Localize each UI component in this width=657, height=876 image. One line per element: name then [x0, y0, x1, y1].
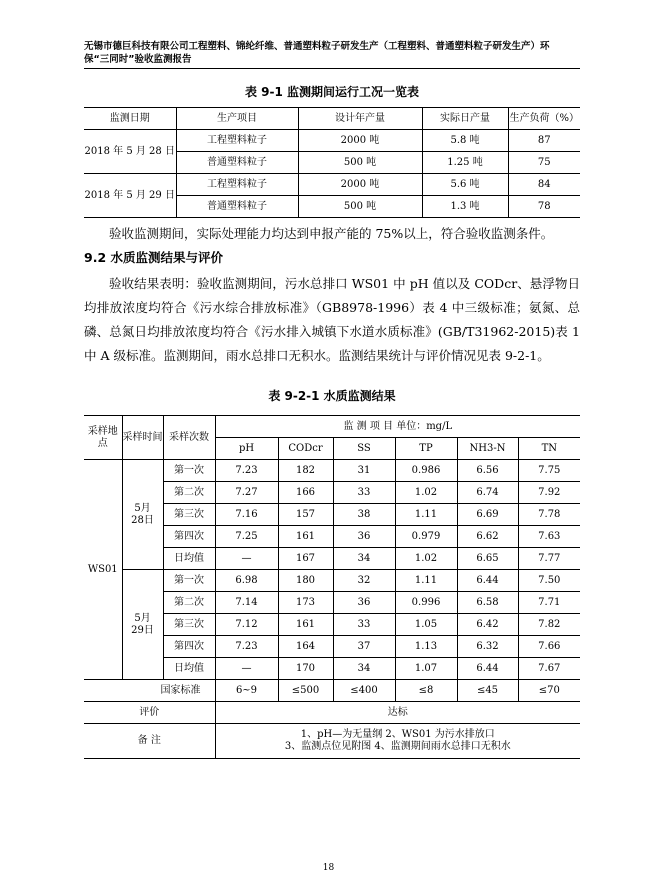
value-cell: 161 [278, 526, 333, 548]
standard-label: 国家标准 [84, 680, 215, 702]
table-cell: 500 吨 [298, 152, 422, 174]
value-cell: 7.66 [518, 636, 580, 658]
value-cell: 6.56 [457, 460, 518, 482]
table1-header-row [84, 108, 580, 130]
paragraph-2: 验收结果表明：验收监测期间，污水总排口 WS01 中 pH 值以及 CODcr、悬浮物日均排放浓度均符合《污水综合排放标准》（GB8978-1996）表 4 中三级标准；氨氮、总磷、总氮日均排放浓度均符合《污水排入城镇下水道水质标准》(GB/T31962-2015)表 1 中 A 级标准。监测期间，雨水总排口无积水。监测结果统计与评价情况见表 9-2-1。 [84, 276, 580, 363]
table-cell: 1.3 吨 [422, 196, 508, 218]
table-cell: 500 吨 [298, 196, 422, 218]
value-cell: 7.25 [215, 526, 278, 548]
sample-count-cell: 日均值 [163, 658, 215, 680]
section-title: 9.2 水质监测结果与评价 [84, 250, 223, 265]
count-header: 采样次数 [163, 416, 215, 460]
time-header: 采样时间 [122, 416, 163, 460]
value-cell: 36 [333, 592, 395, 614]
value-cell: 7.27 [215, 482, 278, 504]
param-header: TP [395, 438, 457, 460]
value-cell: 161 [278, 614, 333, 636]
value-cell: 166 [278, 482, 333, 504]
standard-cell: ≤400 [333, 680, 395, 702]
table-row [84, 130, 580, 152]
table2-caption: 表 9-2-1 水质监测结果 [268, 389, 396, 403]
table1-caption: 表 9-1 监测期间运行工况一览表 [244, 85, 420, 99]
value-cell: 7.63 [518, 526, 580, 548]
param-header: SS [333, 438, 395, 460]
table2-header-row [84, 416, 580, 438]
value-cell: 6.65 [457, 548, 518, 570]
table1-header-cell: 监测日期 [84, 108, 176, 130]
table-cell: 5.8 吨 [422, 130, 508, 152]
value-cell: 6.44 [457, 658, 518, 680]
value-cell: 6.42 [457, 614, 518, 636]
date-cell: 2018 年 5 月 29 日 [84, 174, 176, 218]
param-header: TN [518, 438, 580, 460]
table-row [84, 570, 580, 592]
value-cell: 1.05 [395, 614, 457, 636]
table-row [84, 460, 580, 482]
value-cell: 34 [333, 548, 395, 570]
sample-count-cell: 第三次 [163, 614, 215, 636]
evaluation-row [84, 702, 580, 724]
remark-row [84, 724, 580, 759]
table1-header-cell: 生产项目 [176, 108, 298, 130]
remark-content [215, 724, 580, 759]
table-cell: 84 [508, 174, 580, 196]
value-cell: 7.77 [518, 548, 580, 570]
value-cell: 33 [333, 614, 395, 636]
standard-cell: ≤8 [395, 680, 457, 702]
water-quality-table [84, 415, 580, 759]
value-cell: 7.16 [215, 504, 278, 526]
table-row [84, 174, 580, 196]
operating-conditions-table [84, 107, 580, 218]
value-cell: 7.75 [518, 460, 580, 482]
date-cell: 5月28日 [122, 460, 163, 570]
value-cell: 7.92 [518, 482, 580, 504]
site-cell: WS01 [84, 460, 122, 680]
standard-cell: 6~9 [215, 680, 278, 702]
table-cell: 2000 吨 [298, 174, 422, 196]
standard-row [84, 680, 580, 702]
value-cell: 6.44 [457, 570, 518, 592]
value-cell: 1.11 [395, 570, 457, 592]
remark-line-2: 3、监测点位见附图 4、监测期间雨水总排口无积水 [284, 741, 511, 752]
value-cell: 167 [278, 548, 333, 570]
header-line-2: 保“三同时”验收监测报告 [84, 54, 192, 65]
param-header: pH [215, 438, 278, 460]
value-cell: — [215, 658, 278, 680]
value-cell: 0.986 [395, 460, 457, 482]
paragraph-1: 验收监测期间，实际处理能力均达到申报产能的 75%以上，符合验收监测条件。 [109, 226, 554, 241]
date-cell: 5月29日 [122, 570, 163, 680]
items-header: 监 测 项 目 单位：mg/L [215, 416, 580, 438]
table1-header-cell: 生产负荷（%） [508, 108, 580, 130]
evaluation-value: 达标 [215, 702, 580, 724]
value-cell: 7.23 [215, 636, 278, 658]
value-cell: 182 [278, 460, 333, 482]
value-cell: 7.67 [518, 658, 580, 680]
sample-count-cell: 第一次 [163, 570, 215, 592]
table-cell: 78 [508, 196, 580, 218]
value-cell: 6.69 [457, 504, 518, 526]
standard-cell: ≤70 [518, 680, 580, 702]
value-cell: 0.979 [395, 526, 457, 548]
value-cell: 164 [278, 636, 333, 658]
report-header [84, 40, 580, 66]
value-cell: 31 [333, 460, 395, 482]
value-cell: 0.996 [395, 592, 457, 614]
value-cell: 173 [278, 592, 333, 614]
table-cell: 普通塑料粒子 [176, 152, 298, 174]
value-cell: 180 [278, 570, 333, 592]
sample-count-cell: 日均值 [163, 548, 215, 570]
page-number: 18 [322, 863, 335, 873]
sample-count-cell: 第二次 [163, 482, 215, 504]
value-cell: — [215, 548, 278, 570]
value-cell: 38 [333, 504, 395, 526]
value-cell: 1.13 [395, 636, 457, 658]
value-cell: 6.58 [457, 592, 518, 614]
value-cell: 7.82 [518, 614, 580, 636]
site-header: 采样地点 [84, 416, 122, 460]
sample-count-cell: 第三次 [163, 504, 215, 526]
value-cell: 1.07 [395, 658, 457, 680]
header-line-1: 无锡市德巨科技有限公司工程塑料、锦纶纤维、普通塑料粒子研发生产（工程塑料、普通塑料粒子研发生产）环 [84, 41, 550, 52]
value-cell: 157 [278, 504, 333, 526]
value-cell: 36 [333, 526, 395, 548]
table1-header-cell: 设计年产量 [298, 108, 422, 130]
value-cell: 1.11 [395, 504, 457, 526]
value-cell: 33 [333, 482, 395, 504]
table-cell: 2000 吨 [298, 130, 422, 152]
table-cell: 87 [508, 130, 580, 152]
date-cell: 2018 年 5 月 28 日 [84, 130, 176, 174]
value-cell: 32 [333, 570, 395, 592]
remark-label: 备 注 [84, 724, 215, 759]
value-cell: 6.62 [457, 526, 518, 548]
value-cell: 34 [333, 658, 395, 680]
sample-count-cell: 第二次 [163, 592, 215, 614]
value-cell: 1.02 [395, 548, 457, 570]
value-cell: 7.78 [518, 504, 580, 526]
sample-count-cell: 第一次 [163, 460, 215, 482]
param-header: CODcr [278, 438, 333, 460]
table2-body [84, 460, 580, 680]
value-cell: 7.12 [215, 614, 278, 636]
table-cell: 75 [508, 152, 580, 174]
header-rule [84, 68, 580, 69]
standard-cell: ≤45 [457, 680, 518, 702]
value-cell: 37 [333, 636, 395, 658]
param-header: NH3-N [457, 438, 518, 460]
standard-cell: ≤500 [278, 680, 333, 702]
value-cell: 6.98 [215, 570, 278, 592]
value-cell: 6.32 [457, 636, 518, 658]
value-cell: 7.14 [215, 592, 278, 614]
evaluation-label: 评价 [84, 702, 215, 724]
value-cell: 7.71 [518, 592, 580, 614]
sample-count-cell: 第四次 [163, 636, 215, 658]
table1-header-cell: 实际日产量 [422, 108, 508, 130]
value-cell: 7.50 [518, 570, 580, 592]
table-cell: 普通塑料粒子 [176, 196, 298, 218]
value-cell: 6.74 [457, 482, 518, 504]
remark-line-1: 1、pH—为无量纲 2、WS01 为污水排放口 [300, 729, 495, 740]
table-cell: 工程塑料粒子 [176, 174, 298, 196]
value-cell: 170 [278, 658, 333, 680]
table-cell: 工程塑料粒子 [176, 130, 298, 152]
value-cell: 7.23 [215, 460, 278, 482]
sample-count-cell: 第四次 [163, 526, 215, 548]
table-cell: 5.6 吨 [422, 174, 508, 196]
table-cell: 1.25 吨 [422, 152, 508, 174]
value-cell: 1.02 [395, 482, 457, 504]
